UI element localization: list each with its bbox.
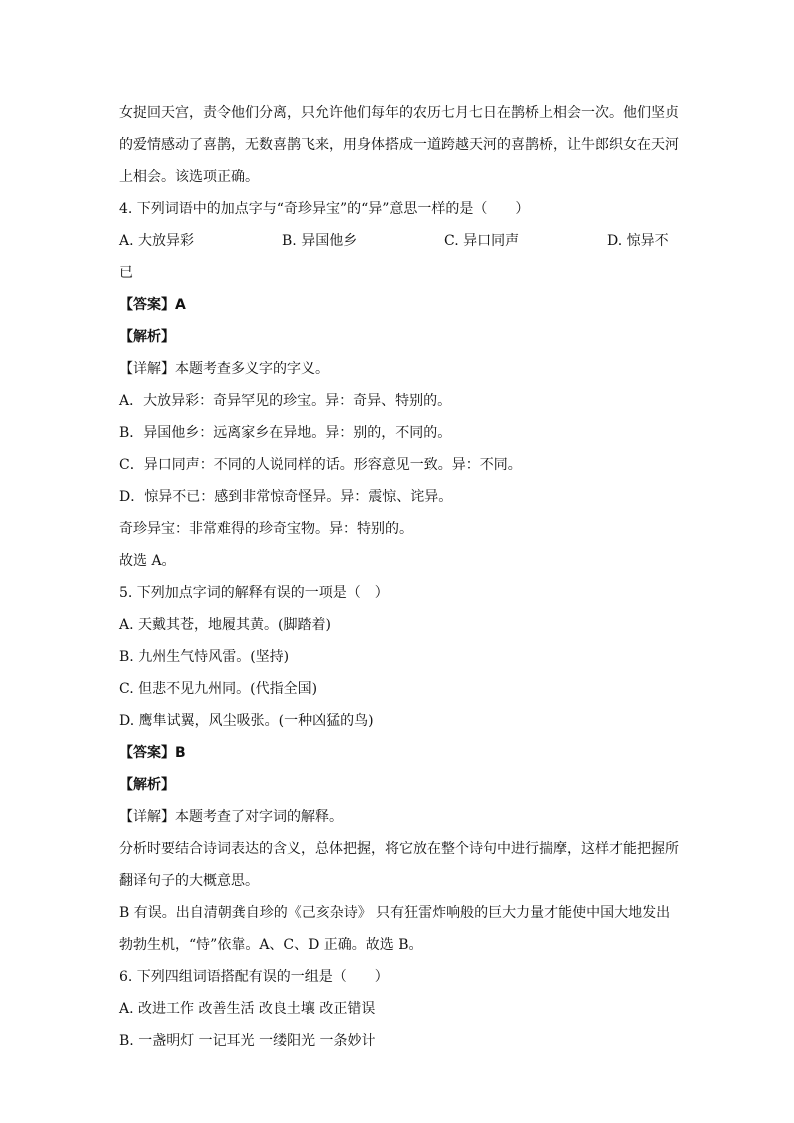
question-5-option-a: A. 天戴其苍，地履其黄。(脚踏着)	[119, 617, 331, 633]
question-5-explanation-line-4: 勃勃生机，“恃”依靠。A、C、D 正确。故选 B。	[119, 937, 423, 953]
question-5-option-d: D. 鹰隼试翼，风尘吸张。(一种凶猛的鸟)	[119, 713, 374, 729]
question-5-explanation-line-3: B 有误。出自清朝龚自珍的《己亥杂诗》 只有狂雷炸响般的巨大力量才能使中国大地发出	[119, 905, 671, 921]
intro-line-1: 女捉回天宫，责令他们分离，只允许他们每年的农历七月七日在鹊桥上相会一次。他们坚贞	[119, 105, 679, 121]
question-5-option-b: B. 九州生气恃风雷。(坚持)	[119, 649, 290, 665]
question-5-stem: 5. 下列加点字词的解释有误的一项是（ ）	[119, 585, 389, 601]
question-4-detail: 【详解】本题考查多义字的字义。	[119, 361, 329, 377]
intro-line-3: 上相会。该选项正确。	[119, 169, 259, 185]
question-4-analysis-heading: 【解析】	[119, 329, 175, 345]
question-4-options	[119, 232, 679, 250]
question-4-explanation-d: D．惊异不已：感到非常惊奇怪异。异：震惊、诧异。	[119, 489, 453, 505]
question-5-explanation-line-1: 分析时要结合诗词表达的含义，总体把握，将它放在整个诗句中进行揣摩，这样才能把握所	[119, 841, 679, 857]
question-4-option-a: A. 大放异彩	[119, 233, 195, 249]
question-4-option-d-wrap: 已	[119, 265, 133, 281]
question-4-explanation-term: 奇珍异宝：非常难得的珍奇宝物。异：特别的。	[119, 521, 413, 537]
question-5-answer: 【答案】B	[119, 745, 186, 761]
question-5-option-c: C. 但悲不见九州同。(代指全国)	[119, 681, 318, 697]
question-4-explanation-a: A．大放异彩：奇异罕见的珍宝。异：奇异、特别的。	[119, 393, 452, 409]
question-4-explanation-c: C．异口同声：不同的人说同样的话。形容意见一致。异：不同。	[119, 457, 522, 473]
question-4-stem: 4. 下列词语中的加点字与“奇珍异宝”的“异”意思一样的是（ ）	[119, 201, 530, 217]
question-6-stem: 6. 下列四组词语搭配有误的一组是（ ）	[119, 969, 389, 985]
question-4-option-c: C. 异口同声	[444, 233, 520, 249]
question-4-conclusion: 故选 A。	[119, 553, 176, 569]
question-5-analysis-heading: 【解析】	[119, 777, 175, 793]
question-6-option-a: A. 改进工作 改善生活 改良土壤 改正错误	[119, 1001, 376, 1017]
question-4-answer: 【答案】A	[119, 297, 186, 313]
intro-line-2: 的爱情感动了喜鹊，无数喜鹊飞来，用身体搭成一道跨越天河的喜鹊桥，让牛郎织女在天河	[119, 137, 679, 153]
question-6-option-b: B. 一盏明灯 一记耳光 一缕阳光 一条妙计	[119, 1033, 376, 1049]
question-4-option-b: B. 异国他乡	[282, 233, 358, 249]
question-4-explanation-b: B．异国他乡：远离家乡在异地。异：别的，不同的。	[119, 425, 452, 441]
question-5-detail: 【详解】本题考查了对字词的解释。	[119, 809, 343, 825]
question-4-option-d: D. 惊异不	[607, 233, 669, 249]
question-5-explanation-line-2: 翻译句子的大概意思。	[119, 873, 259, 889]
